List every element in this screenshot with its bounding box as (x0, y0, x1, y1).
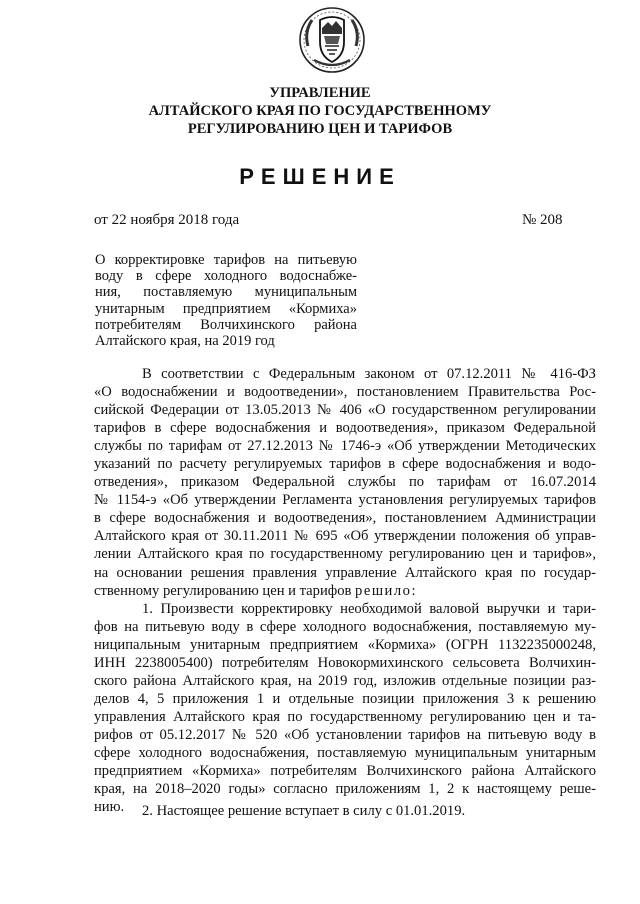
subject-line: потребителям Волчихинского района (95, 316, 357, 333)
authority-line: УПРАВЛЕНИЕ (269, 85, 371, 101)
body-line: Алтайского края от 30.11.2011 № 695 «Об утверждении положения об управ- (94, 528, 596, 545)
body-line: В соответствии с Федеральным законом от 07.12.2011 № 416-ФЗ (142, 366, 596, 382)
document-title: РЕШЕНИЕ (239, 164, 401, 189)
item1-line: фов на питьевую воду в сфере холодного водоснабжения, поставляемую му- (94, 618, 596, 635)
subject-line: Алтайского края, на 2019 год (95, 333, 275, 350)
item1-line: ниципальным унитарным предприятием «Кормиха» (ОГРН 1132235000248, (94, 636, 596, 653)
body-line: тарифов в сфере водоснабжения и водоотведения», приказом Федеральной (94, 420, 596, 437)
item1-line: ИНН 2238005400) потребителям Новокормихинского сельсовета Волчихин- (94, 654, 596, 671)
resolved-prefix: ственному регулированию цен и тарифов (94, 582, 356, 599)
decision-subject (95, 252, 357, 349)
item1-line: нию. (94, 799, 125, 816)
resolved-suffix: : (411, 582, 416, 599)
decision-body (94, 365, 596, 816)
item1-line: края, на 2018–2020 годы» согласно приложениям 1, 2 к настоящему реше- (94, 781, 596, 798)
issuing-authority (0, 84, 640, 138)
item1-line: ского района Алтайского края, на 2019 год, изложив отдельные позиции раз- (94, 672, 596, 689)
body-line-resolved (94, 582, 596, 600)
authority-line: РЕГУЛИРОВАНИЮ ЦЕН И ТАРИФОВ (187, 121, 453, 137)
body-line: на основании решения правления управление Алтайского края по государ- (94, 564, 596, 581)
subject-line: унитарным предприятием «Кормиха» (95, 300, 357, 317)
decision-date: от 22 ноября 2018 года (94, 212, 240, 228)
body-line: указаний по расчету регулируемых тарифов в сфере водоснабжения и водо- (94, 456, 596, 473)
body-line: лении Алтайского края по государственному регулированию цен и тарифов», (94, 546, 596, 563)
item1-line: предприятием «Кормиха» потребителям Волчихинского района Алтайского (94, 763, 596, 780)
body-line: в сфере водоснабжения и водоотведения», постановлением Администрации (94, 510, 596, 527)
body-line: «О водоснабжении и водоотведении», постановлением Правительства Рос- (94, 384, 596, 401)
body-line: службы по тарифам от 27.12.2013 № 1746-э «Об утверждении Методических (94, 438, 596, 455)
altai-krai-coat-of-arms-icon (298, 6, 366, 74)
subject-line: ния, поставляемую муниципальным (95, 284, 357, 301)
authority-line: АЛТАЙСКОГО КРАЯ ПО ГОСУДАРСТВЕННОМУ (148, 103, 492, 119)
item1-line: делов 4, 5 приложения 1 и отдельные позиции приложения 3 к решению (94, 690, 596, 707)
item1-line: сфере холодного водоснабжения, поставляемую муниципальным унитарным (94, 744, 596, 761)
item1-line: 1. Произвести корректировку необходимой валовой выручки и тари- (142, 600, 596, 617)
body-line: отведения», приказом Федеральной службы по тарифам от 16.07.2014 (94, 474, 596, 491)
resolved-word: решило (355, 582, 412, 599)
body-line: сийской Федерации от 13.05.2013 № 406 «О государственном регулировании (94, 402, 596, 419)
body-line: № 1154-э «Об утверждении Регламента установления регулируемых тарифов (94, 492, 596, 509)
item1-line: рифов от 05.12.2017 № 520 «Об установлении тарифов на питьевую воду в (94, 726, 596, 743)
item2-paragraph: 2. Настоящее решение вступает в силу с 01.01.2019. (142, 803, 466, 819)
subject-line: О корректировке тарифов на питьевую (95, 252, 357, 268)
decision-number: № 208 (522, 212, 563, 228)
item1-line: управления Алтайского края по государственному регулированию цен и та- (94, 708, 596, 725)
subject-line: воду в сфере холодного водоснабже- (95, 268, 357, 285)
